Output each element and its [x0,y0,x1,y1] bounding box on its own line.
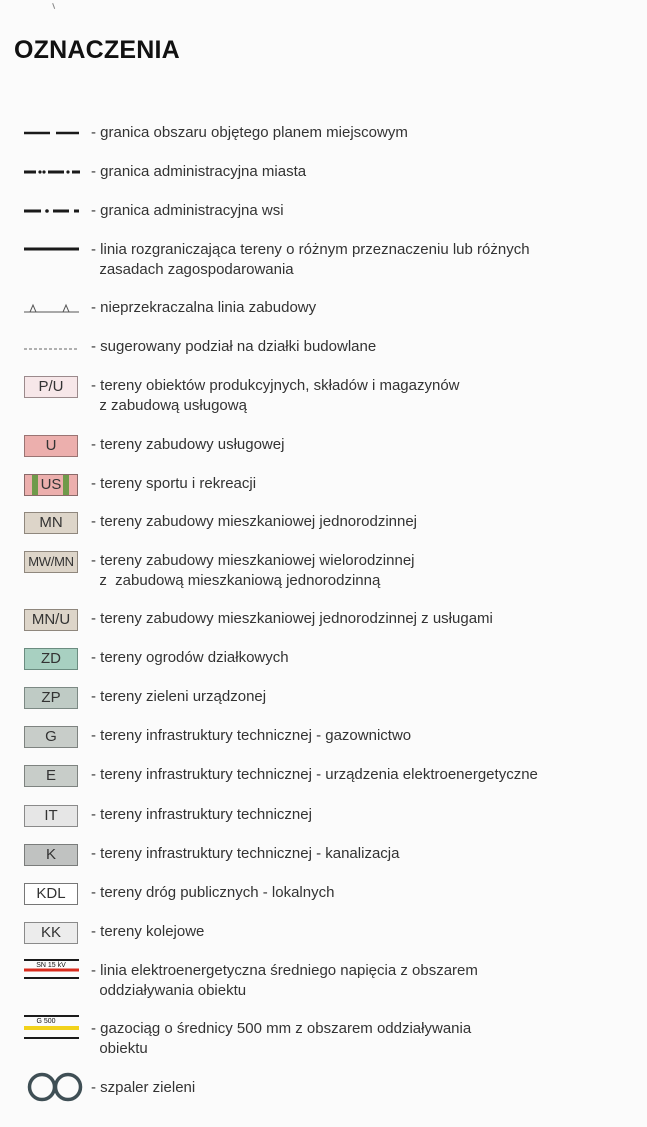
legend-item-label: - linia rozgraniczająca tereny o różnym przeznaczeniu lub różnych zasadach zagospodarowania [91,241,530,278]
legend-item-label: - tereny zabudowy mieszkaniowej jednorodzinnej z usługami [91,610,493,627]
zone-swatch: MN/U [24,609,78,631]
legend-item-label: - tereny obiektów produkcyjnych, składów i magazynów z zabudową usługową [91,377,460,414]
legend-item-label: - tereny zabudowy mieszkaniowej wielorodzinnej z zabudową mieszkaniową jednorodzinną [91,552,415,589]
legend-item-label: - linia elektroenergetyczna średniego napięcia z obszarem oddziaływania obiektu [91,962,478,999]
legend-item-label: - nieprzekraczalna linia zabudowy [91,299,317,316]
legend-item-label: - tereny infrastruktury technicznej - urządzenia elektroenergetyczne [91,766,538,783]
zone-swatch: K [24,844,78,866]
building-line-symbol [22,298,80,322]
power-line-symbol [22,957,80,983]
legend-item-label: - tereny sportu i rekreacji [91,475,257,492]
legend-item-label: - szpaler zieleni [91,1079,196,1096]
zone-swatch: MW/MN [24,551,78,573]
zone-swatch: E [24,765,78,787]
dotted-line-symbol [22,337,80,361]
dash-dot-line-symbol [22,162,80,186]
legend-item-label: - granica obszaru objętego planem miejscowym [91,124,408,141]
corner-mark [52,1,61,9]
legend-item-label: - tereny infrastruktury technicznej [91,806,312,823]
zone-swatch: US [24,474,78,496]
legend-title: OZNACZENIA [14,36,180,64]
legend-item-label: - granica administracyjna wsi [91,202,284,219]
legend-item-label: - tereny kolejowe [91,923,205,940]
legend-item-label: - tereny infrastruktury technicznej - kanalizacja [91,845,400,862]
zone-swatch: P/U [24,376,78,398]
zone-swatch: MN [24,512,78,534]
power-line-label: SN 15 kV [36,962,66,969]
legend-item-label: - tereny zabudowy mieszkaniowej jednorodzinnej [91,513,418,530]
legend-item-label: - tereny dróg publicznych - lokalnych [91,884,335,901]
legend-item-label: - tereny ogrodów działkowych [91,649,289,666]
zone-swatch: G [24,726,78,748]
dashed-line-symbol [22,123,80,147]
zone-swatch: U [24,435,78,457]
legend-item-label: - tereny zieleni urządzonej [91,688,267,705]
zone-swatch: ZP [24,687,78,709]
solid-line-symbol [22,240,80,264]
zone-swatch: IT [24,805,78,827]
gas-pipeline-label: G 500 [36,1018,56,1025]
zone-swatch: KDL [24,883,78,905]
zone-swatch: KK [24,922,78,944]
legend-item-label: - tereny zabudowy usługowej [91,436,285,453]
legend-item-label: - granica administracyjna miasta [91,163,307,180]
gas-pipeline-symbol [22,1013,80,1041]
legend-item-label: - tereny infrastruktury technicznej - gazownictwo [91,727,412,744]
dash-dot-line-symbol [22,201,80,225]
tree-row-icon [26,1069,86,1105]
legend-item-label: - gazociąg o średnicy 500 mm z obszarem oddziaływania obiektu [91,1020,472,1057]
zone-swatch: ZD [24,648,78,670]
legend-item-label: - sugerowany podział na działki budowlane [91,338,377,355]
